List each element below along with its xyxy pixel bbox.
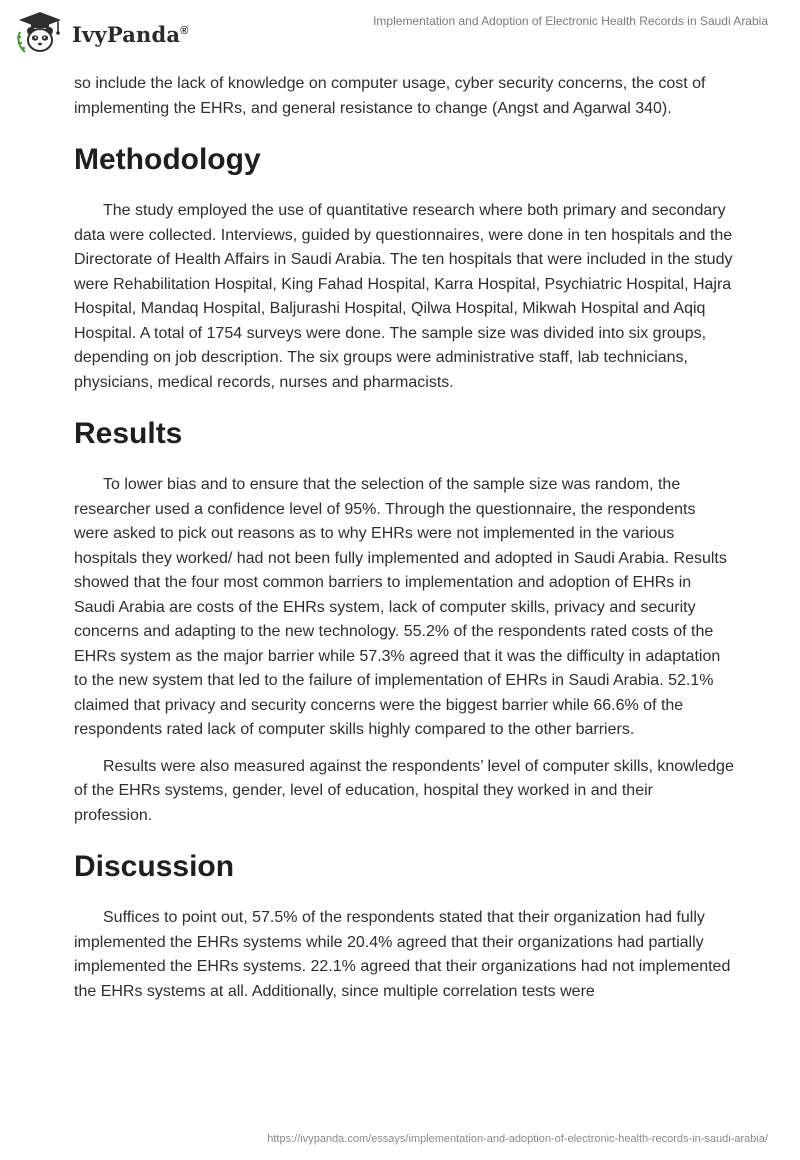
results-heading: Results xyxy=(74,417,183,450)
intro-paragraph: so include the lack of knowledge on computer usage, cyber security concerns, the cost of implementing the EHRs, and general resistance to change (Angst and Agarwal 340). xyxy=(74,75,706,117)
essay-content xyxy=(74,70,734,1004)
methodology-paragraph: The study employed the use of quantitative research where both primary and secondary data were collected. Interviews, guided by questionnaires, were done in ten hospitals and the Directorate of Health Affairs in Saudi Arabia. The ten hospitals that were included in the study were Rehabilitation Hospital, King Fahad Hospital, Karra Hospital, Psychiatric Hospital, Hajra Hospital, Mandaq Hospital, Baljurashi Hospital, Qilwa Hospital, Mikwah Hospital and Aqiq Hospital. A total of 1754 surveys were done. The sample size was divided into six groups, depending on job description. The six groups were administrative staff, lab technicians, physicians, medical records, nurses and pharmacists. xyxy=(74,202,733,391)
results-paragraph-1: To lower bias and to ensure that the selection of the sample size was random, the researcher used a confidence level of 95%. Through the questionnaire, the respondents were asked to pick out reasons as to why EHRs were not implemented in the various hospitals they worked/ had not been fully implemented and adopted in Saudi Arabia. Results showed that the four most common barriers to implementation and adoption of EHRs in Saudi Arabia are costs of the EHRs system, lack of computer skills, privacy and security concerns and adapting to the new technology. 55.2% of the respondents rated costs of the EHRs system as the major barrier while 57.3% agreed that it was the difficulty in adaptation to the new system that led to the failure of implementation of EHRs in Saudi Arabia. 52.1% claimed that privacy and security concerns were the biggest barrier while 66.6% of the respondents rated lack of computer skills highly compared to the other barriers. xyxy=(74,476,727,738)
brand-name: IvyPanda® xyxy=(72,21,189,47)
document-title: Implementation and Adoption of Electronic Health Records in Saudi Arabia xyxy=(373,14,768,28)
panda-graduate-icon xyxy=(14,10,66,56)
results-paragraph-2: Results were also measured against the respondents’ level of computer skills, knowledge of the EHRs systems, gender, level of education, hospital they worked in and their profession. xyxy=(74,757,734,824)
methodology-heading: Methodology xyxy=(74,143,261,176)
page-header xyxy=(0,0,800,70)
source-url[interactable]: https://ivypanda.com/essays/implementation-and-adoption-of-electronic-health-records-in-saudi-arabia/ xyxy=(267,1133,768,1145)
ivypanda-logo[interactable] xyxy=(14,10,189,56)
discussion-paragraph: Suffices to point out, 57.5% of the respondents stated that their organization had fully implemented the EHRs systems while 20.4% agreed that their organizations had partially implemented the EHRs systems. 22.1% agreed that their organizations had not implemented the EHRs systems at all. Additionally, since multiple correlation tests were xyxy=(74,909,731,1000)
discussion-heading: Discussion xyxy=(74,850,235,883)
